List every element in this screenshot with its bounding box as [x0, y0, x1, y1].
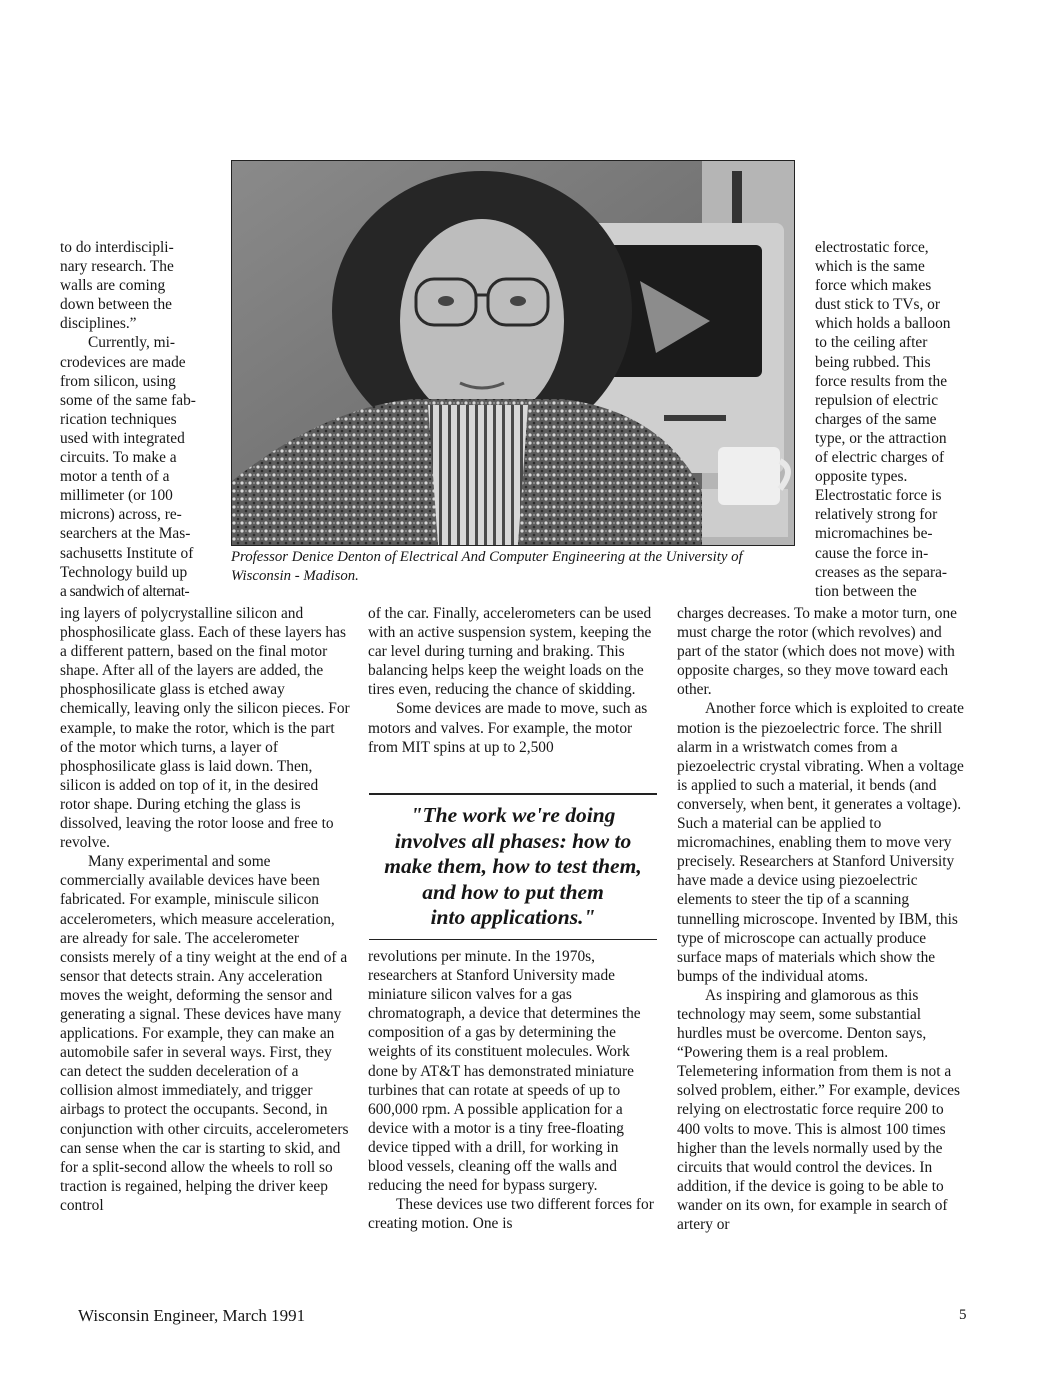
text-line: Technology build up [60, 563, 188, 581]
text-line: millimeter (or 100 [60, 487, 173, 505]
text-line: creases as the separa- [815, 563, 948, 581]
text-line: walls are coming [60, 277, 166, 295]
pull-quote-top-rule [369, 793, 657, 795]
text-line: which holds a balloon [815, 315, 951, 333]
text-line: relatively strong for [815, 506, 938, 524]
text-line: to do interdiscipli- [60, 239, 174, 256]
paragraph: Another force which is exploited to create motion is the piezoelectric force. The shrill alarm in a wristwatch comes from a piezoelectric crystal vibrating. When a voltage is applied to such a material, it bends (and conversely, when bent, it generates a voltage). Such a material can be applied to micromachines, enabling them to move very precisely. Researchers at Stanford University have made a device using piezoelectric elements to steer the tip of a scanning tunnelling microscope. Invented by IBM, this type of microscope can actually produce surface maps of materials which show the bumps of the individual atoms. [677, 700, 964, 985]
text-line: force results from the [815, 372, 948, 390]
portrait-photo [231, 160, 795, 546]
text-line: disciplines.” [60, 315, 137, 333]
paragraph: As inspiring and glamorous as this technology may seem, some substantial hurdles must be overcome. Denton says, “Powering them is a real problem. Telemetering information from them is not a solved problem, either.” For example, devices relying on electrostatic force require 200 to 400 volts to move. This is almost 100 times higher than the levels normally used by the circuits that would control the devices. In addition, if the device is going to be able to wander on its own, for example in search of artery or [677, 986, 960, 1233]
text-line: micromachines be- [815, 525, 933, 543]
col1-body [60, 604, 350, 1215]
text-line: microns) across, re- [60, 506, 182, 524]
col1-wrap-text [60, 238, 212, 601]
paragraph: ing layers of polycrystalline silicon and phosphosilicate glass. Each of these layers has a different pattern, based on the final motor shape. After all of the layers are added, the phosphosilicate glass is etched away chemically, leaving only the silicon pieces. For example, to make the rotor, which is the part of the motor which turns, a layer of phosphosilicate glass is laid down. Then, silicon is added on top of it, in the desired rotor shape. During etching the glass is dissolved, leaving the rotor loose and free to revolve. [60, 605, 350, 852]
text-line: rication techniques [60, 410, 177, 428]
pull-quote-line: involves all phases: how to [394, 828, 632, 853]
pull-quote-line: "The work we're doing [410, 803, 616, 827]
col2-body-top [368, 604, 656, 757]
text-line: electrostatic force, [815, 239, 929, 256]
text-line: type, or the attraction [815, 429, 947, 447]
paragraph: charges decreases. To make a motor turn, one must charge the rotor (which revolves) and part of the stator (which does not move) with opposite charges, so they move toward each other. [677, 605, 957, 699]
paragraph: Many experimental and some commercially available devices have been fabricated. For example, miniscule silicon accelerometers, which measure acceleration, are already for sale. The accelerometer consists merely of a tiny weight at the end of a sensor that detects strain. Any acceleration moves the weight, deforming the sensor and generating a signal. These devices have many applications. For example, they can make an automobile safer in several ways. First, they can detect the sudden deceleration of a collision almost immediately, and trigger airbags to protect the occupants. Second, in conjunction with other circuits, accelerometers can sense when the car is starting to skid, and for a split-second allow the wheels to roll so traction is regained, helping the driver keep control [60, 853, 349, 1214]
text-line: Currently, mi- [88, 334, 176, 352]
col3-wrap-text [815, 238, 975, 601]
text-line: sachusetts Institute of [60, 544, 194, 562]
paragraph: These devices use two different forces for creating motion. One is [368, 1196, 654, 1233]
footer-publication: Wisconsin Engineer, March 1991 [78, 1306, 306, 1325]
text-line: repulsion of electric [815, 391, 939, 409]
pull-quote [369, 803, 657, 931]
text-line: to the ceiling after [815, 334, 928, 352]
paragraph: revolutions per minute. In the 1970s, researchers at Stanford University made miniature silicon valves for a gas chromatograph, a device that determines the composition of a gas by determining the weights of its constituent molecules. Work done by AT&T has demonstrated miniature turbines that can rotate at speeds of up to 600,000 rpm. A possible application for a device with a motor is a tiny free-floating device tipped with a drill, for working in blood vessels, cleaning off the walls and reducing the need for bypass surgery. [368, 948, 641, 1195]
text-line: of electric charges of [815, 449, 945, 467]
text-line: opposite types. [815, 468, 908, 486]
text-line: being rubbed. This [815, 353, 931, 371]
paragraph: Some devices are made to move, such as motors and valves. For example, the motor from MIT spins at up to 2,500 [368, 700, 648, 756]
text-line: down between the [60, 296, 172, 314]
col2-body-bottom [368, 947, 656, 1233]
text-line: which is the same [815, 258, 925, 276]
text-line: nary research. The [60, 258, 174, 276]
text-line: a sandwich of alternat- [60, 582, 190, 600]
pull-quote-line: into applications." [430, 905, 596, 929]
text-line: Electrostatic force is [815, 487, 942, 505]
text-line: cause the force in- [815, 544, 929, 562]
photo-caption: Professor Denice Denton of Electrical And Computer Engineering at the University of Wisconsin - Madison. [231, 549, 743, 584]
text-line: charges of the same [815, 410, 937, 428]
page-number: 5 [959, 1307, 967, 1323]
text-line: dust stick to TVs, or [815, 296, 940, 314]
paragraph: of the car. Finally, accelerometers can be used with an active suspension system, keeping the car level during turning and braking. This balancing helps keep the weight loads on the tires even, reducing the chance of skidding. [368, 605, 652, 699]
portrait-illustration [232, 161, 794, 545]
col3-body [677, 604, 969, 1234]
text-line: from silicon, using [60, 372, 176, 390]
text-line: crodevices are made [60, 353, 186, 371]
pull-quote-line: and how to put them [422, 879, 604, 904]
pull-quote-line: make them, how to test them, [384, 854, 642, 878]
text-line: tion between the [815, 582, 917, 600]
text-line: circuits. To make a [60, 449, 177, 467]
text-line: used with integrated [60, 429, 185, 447]
text-line: force which makes [815, 277, 932, 295]
text-line: some of the same fab- [60, 391, 196, 409]
text-line: motor a tenth of a [60, 468, 170, 486]
pull-quote-bottom-rule [369, 939, 657, 940]
text-line: searchers at the Mas- [60, 525, 191, 543]
